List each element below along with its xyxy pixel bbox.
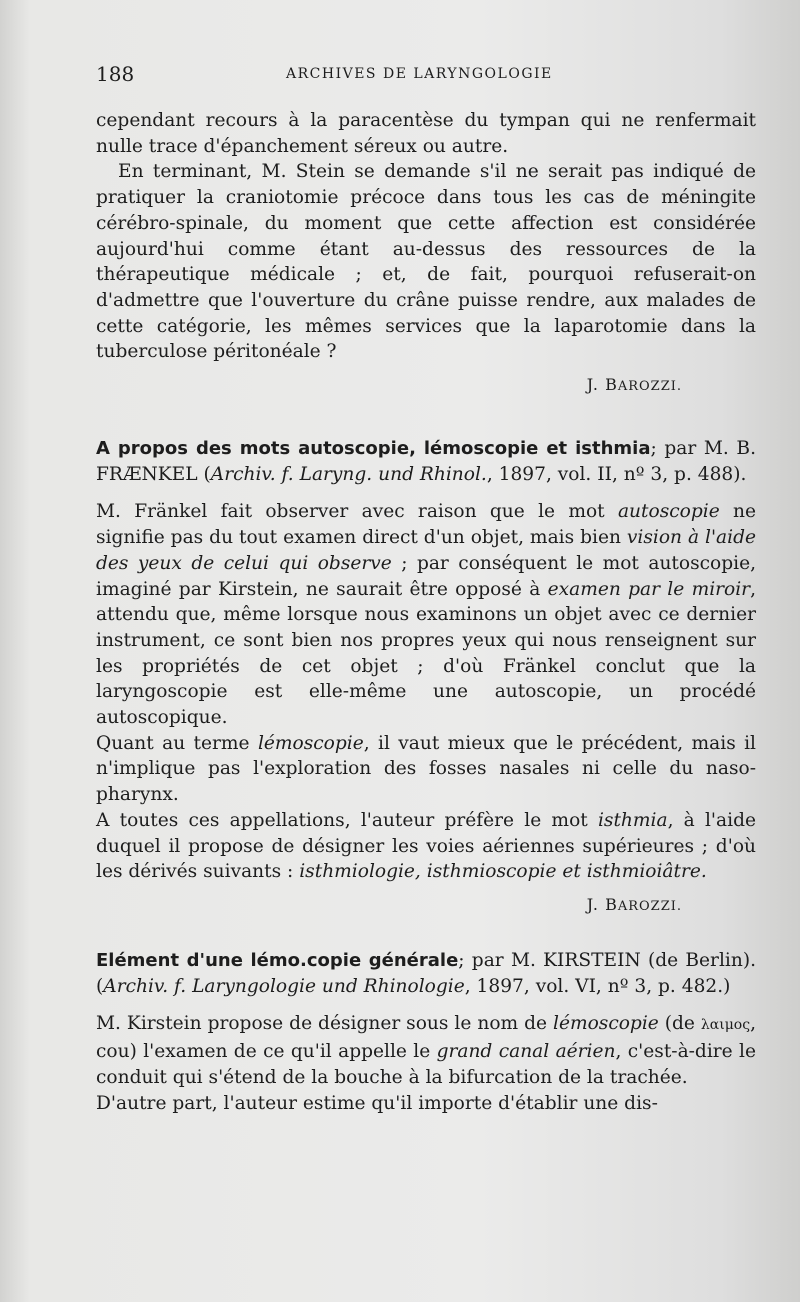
paragraph: M. Kirstein propose de désigner sous le nom de lémoscopie (de λαιμος, cou) l'examen de ce qu'il appelle le grand canal aérien, c'est-à-dire le conduit qui s'étend de la bouche à la bifurcation de la trachée. — [96, 1013, 756, 1088]
article-heading: A propos des mots autoscopie, lémoscopie et isthmia; par M. B. FRÆNKEL (Archiv. f. Laryng. und Rhinol., 1897, vol. II, nº 3, p. 488). — [96, 438, 756, 485]
paragraph: A toutes ces appellations, l'auteur préfère le mot isthmia, à l'aide duquel il propose de désigner les voies aériennes supérieures ; d'où les dérivés suivants : isthmiologie, isthmioscopie et isthmioiâtre. — [96, 809, 756, 883]
page-number: 188 — [96, 62, 135, 86]
paragraph: cependant recours à la paracentèse du tympan qui ne renfermait nulle trace d'épanchement séreux ou autre. — [96, 110, 756, 157]
journal-reference: Archiv. f. Laryngologie und Rhinologie — [103, 975, 465, 997]
signature: J. BAROZZI. — [586, 894, 682, 914]
article-title: A propos des mots autoscopie, lémoscopie et isthmia — [96, 438, 651, 460]
signature: J. BAROZZI. — [586, 375, 682, 395]
paragraph: D'autre part, l'auteur estime qu'il importe d'établir une dis- — [96, 1092, 658, 1114]
article-kirstein — [96, 948, 756, 1116]
running-title: ARCHIVES DE LARYNGOLOGIE — [286, 66, 553, 82]
article-fraenkel — [96, 436, 756, 914]
page-header — [96, 62, 756, 94]
paragraph: M. Fränkel fait observer avec raison que le mot autoscopie ne signifie pas du tout examen direct d'un objet, mais bien vision à l'aide des yeux de celui qui observe ; par conséquent le mot autoscopie, imaginé par Kirstein, ne saurait être opposé à examen par le miroir, attendu que, même lorsque nous examinons un objet avec ce dernier instrument, ce sont bien nos propres yeux qui nous renseignent sur les propriétés de cet objet ; d'où Fränkel conclut que la laryngoscopie est elle-même une autoscopie, un procédé autoscopique. — [96, 501, 757, 729]
journal-reference: Archiv. f. Laryng. und Rhinol. — [210, 463, 487, 485]
article-title: Elément d'une lémo.copie générale — [96, 949, 459, 971]
article-stein-end — [96, 108, 756, 394]
paragraph: En terminant, M. Stein se demande s'il ne serait pas indiqué de pratiquer la craniotomie précoce dans tous les cas de méningite cérébro-spinale, du moment que cette affection est considérée aujourd'hui comme étant au-dessus des ressources de la thérapeutique médicale ; et, de fait, pourquoi refuserait-on d'admettre que l'ouverture du crâne puisse rendre, aux malades de cette catégorie, les mêmes services que la laparotomie dans la tuberculose péritonéale ? — [96, 161, 756, 363]
article-heading: Elément d'une lémo.copie générale; par M. KIRSTEIN (de Berlin). (Archiv. f. Laryngologie und Rhinologie, 1897, vol. VI, nº 3, p. 482.) — [96, 949, 756, 997]
paragraph: Quant au terme lémoscopie, il vaut mieux que le précédent, mais il n'implique pas l'exploration des fosses nasales ni celle du naso-pharynx. — [96, 732, 756, 806]
author: M. KIRSTEIN — [510, 949, 641, 971]
author: M. B. FRÆNKEL — [96, 438, 756, 485]
